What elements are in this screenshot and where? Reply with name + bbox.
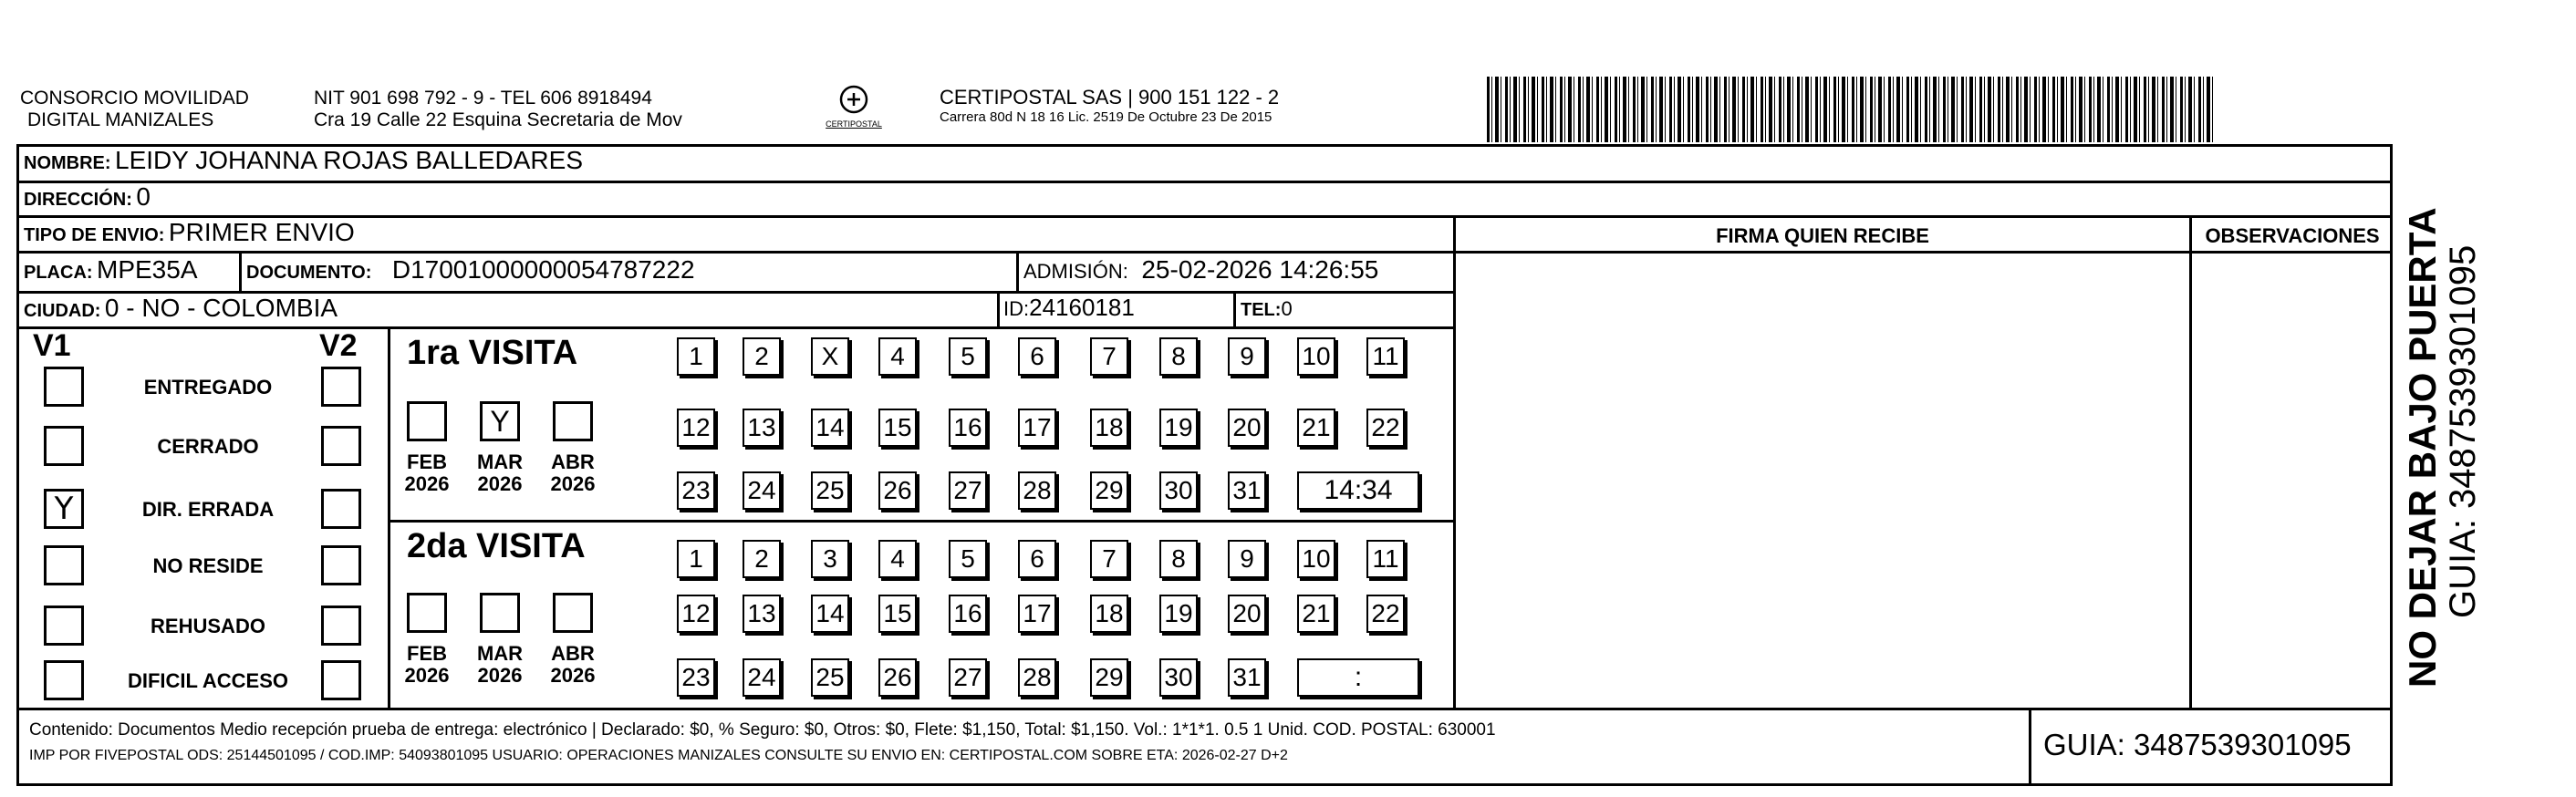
day-box[interactable]: 18 xyxy=(1090,595,1128,633)
id-field xyxy=(1003,294,1135,322)
v2-checkbox[interactable] xyxy=(321,606,361,646)
logo-icon xyxy=(836,84,872,115)
footer-print-line: IMP POR FIVEPOSTAL ODS: 25144501095 / COD.IMP: 54093801095 USUARIO: OPERACIONES MANIZALES CONSULTE SU ENVIO EN: CERTIPOSTAL.COM SOBRE ETA: 2026-02-27 D+2 xyxy=(29,748,1288,763)
rule xyxy=(388,326,390,708)
tipo-label: TIPO DE ENVIO: xyxy=(24,225,165,245)
day-box[interactable]: 29 xyxy=(1090,471,1128,510)
day-box[interactable]: 17 xyxy=(1018,409,1056,447)
admision-field xyxy=(1023,255,1378,285)
status-label: ENTREGADO xyxy=(143,376,273,398)
visit1-title: 1ra VISITA xyxy=(407,334,578,372)
v1-checkbox[interactable] xyxy=(44,367,84,407)
tipo-value: PRIMER ENVIO xyxy=(168,218,355,246)
v2-checkbox[interactable] xyxy=(321,660,361,700)
v1-label: V1 xyxy=(33,328,71,363)
day-box[interactable]: 15 xyxy=(878,595,917,633)
certi-line2: Carrera 80d N 18 16 Lic. 2519 De Octubre 23 De 2015 xyxy=(940,109,1272,125)
placa-value: MPE35A xyxy=(97,255,198,284)
day-box[interactable]: 7 xyxy=(1090,337,1128,376)
day-box[interactable]: 12 xyxy=(677,595,715,633)
day-box[interactable]: 8 xyxy=(1159,540,1198,578)
day-box[interactable]: 22 xyxy=(1366,409,1405,447)
day-box[interactable]: 27 xyxy=(949,658,987,697)
placa-label: PLACA: xyxy=(24,263,93,283)
rule xyxy=(16,326,1453,329)
rule xyxy=(16,181,2393,183)
day-box[interactable]: 5 xyxy=(949,540,987,578)
v2-label: V2 xyxy=(319,328,358,363)
day-box[interactable]: 24 xyxy=(743,471,781,510)
company-contact xyxy=(314,88,682,131)
day-box[interactable]: 23 xyxy=(677,471,715,510)
day-box[interactable]: 13 xyxy=(743,595,781,633)
month-checkbox[interactable] xyxy=(407,401,447,441)
company-name-line1: CONSORCIO MOVILIDAD xyxy=(20,88,249,109)
v1-checkbox[interactable]: Y xyxy=(44,489,84,529)
rule xyxy=(239,251,242,291)
day-box[interactable]: 10 xyxy=(1297,337,1335,376)
footer-content-line: Contenido: Documentos Medio recepción prueba de entrega: electrónico | Declarado: $0, % Seguro: $0, Otros: $0, Flete: $1,150, Total: $1,150. Vol.: 1*1*1. 0.5 1 Unid. COD. POSTAL: 630001 xyxy=(29,720,1496,740)
month-name: ABR xyxy=(551,642,595,665)
month-name: ABR xyxy=(551,450,595,473)
documento-field xyxy=(246,255,695,285)
company-name xyxy=(20,88,249,131)
day-box[interactable]: 8 xyxy=(1159,337,1198,376)
day-box[interactable]: 18 xyxy=(1090,409,1128,447)
rule xyxy=(1016,251,1019,291)
day-box[interactable]: 25 xyxy=(811,471,849,510)
nit-line: NIT 901 698 792 - 9 - TEL 606 8918494 xyxy=(314,88,652,109)
day-box[interactable]: 14 xyxy=(811,595,849,633)
day-box[interactable]: 12 xyxy=(677,409,715,447)
v1-checkbox[interactable] xyxy=(44,660,84,700)
observaciones-area[interactable] xyxy=(2192,255,2391,706)
day-box[interactable]: 5 xyxy=(949,337,987,376)
status-label: DIR. ERRADA xyxy=(141,498,275,521)
v2-checkbox[interactable] xyxy=(321,367,361,407)
v1-checkbox[interactable] xyxy=(44,545,84,585)
day-box[interactable]: 7 xyxy=(1090,540,1128,578)
day-box[interactable]: 24 xyxy=(743,658,781,697)
month-year: 2026 xyxy=(550,472,596,495)
logo-text: CERTIPOSTAL xyxy=(826,119,882,129)
footer-guia: GUIA: 3487539301095 xyxy=(2043,728,2352,761)
month-year: 2026 xyxy=(477,664,523,687)
day-box[interactable]: 21 xyxy=(1297,409,1335,447)
address-line: Cra 19 Calle 22 Esquina Secretaria de Mov xyxy=(314,109,682,130)
day-box[interactable]: 30 xyxy=(1159,471,1198,510)
documento-value: D17001000000054787222 xyxy=(391,255,695,284)
direccion-value: 0 xyxy=(136,182,151,211)
day-box[interactable]: 23 xyxy=(677,658,715,697)
observaciones-label: OBSERVACIONES xyxy=(2205,224,2380,247)
day-box[interactable]: 1 xyxy=(677,540,715,578)
day-box[interactable]: 21 xyxy=(1297,595,1335,633)
company-name-line2: DIGITAL MANIZALES xyxy=(27,109,214,130)
direccion-label: DIRECCIÓN: xyxy=(24,190,132,210)
month-checkbox[interactable] xyxy=(407,593,447,633)
tel-label: TEL: xyxy=(1241,300,1282,320)
direccion-field xyxy=(24,182,151,212)
ciudad-field xyxy=(24,294,338,323)
day-box[interactable]: 9 xyxy=(1228,337,1266,376)
tel-field xyxy=(1241,297,1293,321)
day-box[interactable]: 28 xyxy=(1018,658,1056,697)
certipostal-logo xyxy=(825,84,883,129)
status-label: NO RESIDE xyxy=(152,554,264,577)
nombre-label: NOMBRE: xyxy=(24,153,111,173)
tipo-field xyxy=(24,218,355,247)
v1-checkbox[interactable] xyxy=(44,606,84,646)
day-box[interactable]: 31 xyxy=(1228,658,1266,697)
rule xyxy=(2029,708,2031,786)
admision-label: ADMISIÓN: xyxy=(1023,260,1128,283)
tel-value: 0 xyxy=(1281,297,1293,320)
month-name: FEB xyxy=(407,642,447,665)
day-box[interactable]: 15 xyxy=(878,409,917,447)
day-box[interactable]: 4 xyxy=(878,337,917,376)
day-box[interactable]: 9 xyxy=(1228,540,1266,578)
ciudad-label: CIUDAD: xyxy=(24,301,101,321)
side-guia: GUIA: 3487539301095 xyxy=(2443,244,2483,618)
day-box[interactable]: 31 xyxy=(1228,471,1266,510)
v2-checkbox[interactable] xyxy=(321,426,361,466)
signature-area[interactable] xyxy=(1456,255,2189,706)
month-name: FEB xyxy=(407,450,447,473)
rule xyxy=(16,215,2393,218)
day-box[interactable]: 11 xyxy=(1366,540,1405,578)
day-box[interactable]: 28 xyxy=(1018,471,1056,510)
day-box[interactable]: 11 xyxy=(1366,337,1405,376)
month-name: MAR xyxy=(476,642,524,665)
day-box[interactable]: 10 xyxy=(1297,540,1335,578)
month-year: 2026 xyxy=(404,664,450,687)
day-box[interactable]: X xyxy=(811,337,849,376)
rule xyxy=(1233,291,1236,326)
month-checkbox[interactable]: Y xyxy=(480,401,520,441)
rule xyxy=(388,520,1453,523)
day-box[interactable]: 29 xyxy=(1090,658,1128,697)
rule xyxy=(16,251,1453,254)
day-box[interactable]: 17 xyxy=(1018,595,1056,633)
day-box[interactable]: 3 xyxy=(811,540,849,578)
status-label: CERRADO xyxy=(157,435,259,458)
day-box[interactable]: 14 xyxy=(811,409,849,447)
v2-checkbox[interactable] xyxy=(321,545,361,585)
month-checkbox[interactable] xyxy=(480,593,520,633)
day-box[interactable]: 20 xyxy=(1228,409,1266,447)
visit2-title: 2da VISITA xyxy=(407,527,586,565)
day-box[interactable]: 30 xyxy=(1159,658,1198,697)
rule xyxy=(1453,251,2393,254)
id-value: 24160181 xyxy=(1029,294,1135,321)
day-box[interactable]: 25 xyxy=(811,658,849,697)
day-box[interactable]: 26 xyxy=(878,471,917,510)
rule xyxy=(997,291,1000,326)
day-box[interactable]: 16 xyxy=(949,409,987,447)
nombre-value: LEIDY JOHANNA ROJAS BALLEDARES xyxy=(115,146,583,174)
time-box[interactable]: 14:34 xyxy=(1297,471,1419,510)
day-box[interactable]: 2 xyxy=(743,540,781,578)
admision-value: 25-02-2026 14:26:55 xyxy=(1141,255,1379,284)
v1-checkbox[interactable] xyxy=(44,426,84,466)
day-box[interactable]: 2 xyxy=(743,337,781,376)
nombre-field xyxy=(24,146,583,175)
month-year: 2026 xyxy=(550,664,596,687)
month-year: 2026 xyxy=(404,472,450,495)
certi-line1: CERTIPOSTAL SAS | 900 151 122 - 2 xyxy=(940,86,1280,109)
firma-label: FIRMA QUIEN RECIBE xyxy=(1716,224,1929,247)
placa-field xyxy=(24,255,198,285)
day-box[interactable]: 1 xyxy=(677,337,715,376)
documento-label: DOCUMENTO: xyxy=(246,263,372,283)
day-box[interactable]: 19 xyxy=(1159,409,1198,447)
day-box[interactable]: 6 xyxy=(1018,337,1056,376)
day-box[interactable]: 19 xyxy=(1159,595,1198,633)
rule xyxy=(16,708,2393,710)
no-dejar-notice: NO DEJAR BAJO PUERTA xyxy=(2401,207,2444,688)
time-box[interactable]: : xyxy=(1297,658,1419,697)
day-box[interactable]: 22 xyxy=(1366,595,1405,633)
month-checkbox[interactable] xyxy=(553,593,593,633)
status-label: DIFICIL ACCESO xyxy=(127,669,288,692)
v2-checkbox[interactable] xyxy=(321,489,361,529)
month-checkbox[interactable] xyxy=(553,401,593,441)
certipostal-info xyxy=(940,86,1279,126)
day-box[interactable]: 26 xyxy=(878,658,917,697)
month-name: MAR xyxy=(476,450,524,473)
day-box[interactable]: 4 xyxy=(878,540,917,578)
day-box[interactable]: 16 xyxy=(949,595,987,633)
ciudad-value: 0 - NO - COLOMBIA xyxy=(104,294,338,322)
day-box[interactable]: 27 xyxy=(949,471,987,510)
day-box[interactable]: 13 xyxy=(743,409,781,447)
day-box[interactable]: 20 xyxy=(1228,595,1266,633)
status-label: REHUSADO xyxy=(151,615,265,637)
day-box[interactable]: 6 xyxy=(1018,540,1056,578)
id-label: ID: xyxy=(1003,297,1030,320)
barcode xyxy=(1487,77,2217,142)
month-year: 2026 xyxy=(477,472,523,495)
